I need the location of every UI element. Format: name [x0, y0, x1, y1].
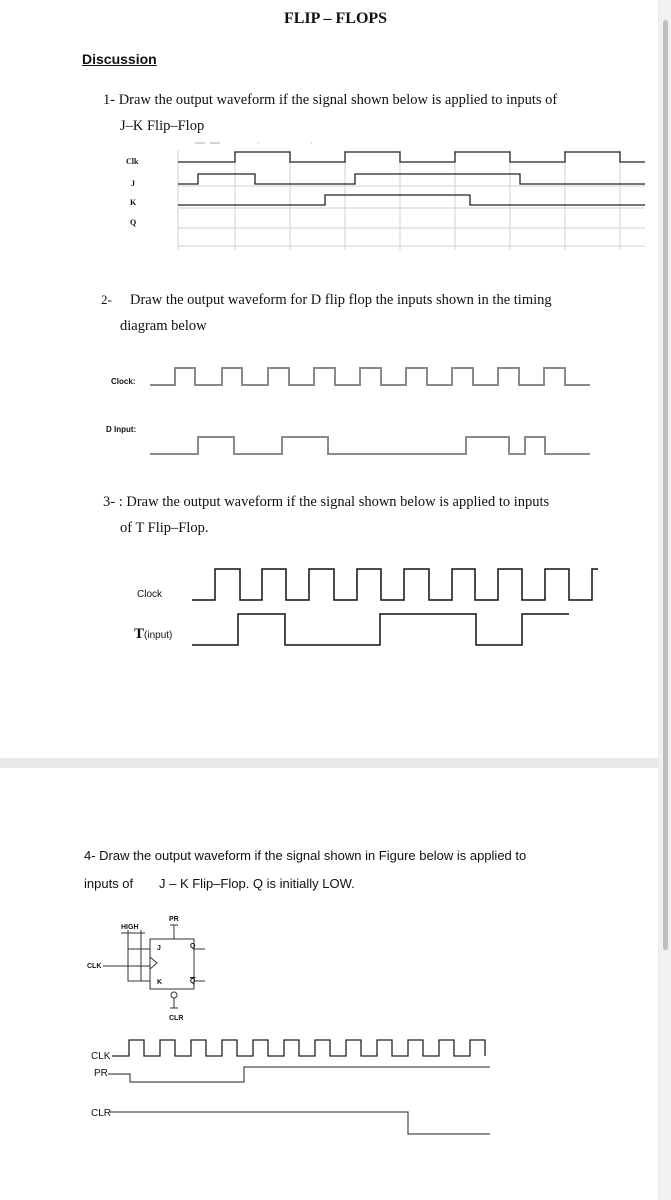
q2-clock-label: Clock:: [111, 377, 136, 386]
q4-clr-waveform: [110, 1112, 490, 1134]
q4-qbar-label: $\overline{Q}$: [190, 978, 196, 985]
q3-clock-waveform: [192, 569, 598, 600]
q3-clock-label: Clock: [137, 589, 163, 600]
q4-text-line1: 4- Draw the output waveform if the signal shown in Figure below is applied to: [84, 848, 527, 863]
q1-clk-label: Clk: [126, 157, 139, 166]
q4-timing-clr-label: CLR: [91, 1108, 112, 1119]
q4-pr-waveform: [108, 1067, 490, 1082]
q4-high-label: HIGH: [121, 924, 139, 931]
q4-q-label: Q: [190, 943, 196, 950]
q1-k-waveform: [178, 195, 645, 205]
q4-clr-label: CLR: [169, 1015, 184, 1022]
q3-t-main: T: [134, 626, 145, 642]
discussion-heading: Discussion: [82, 51, 157, 67]
q2-number: 2-: [101, 292, 112, 307]
q3-t-input-waveform: [192, 614, 569, 645]
q4-timing-pr-label: PR: [94, 1068, 108, 1079]
q1-q-label: Q: [130, 218, 137, 227]
q3-text-line1: 3- : Draw the output waveform if the signal shown below is applied to inputs: [103, 494, 550, 510]
q1-j-label: J: [131, 179, 135, 188]
q4-figure: [0, 768, 671, 1200]
q3-t-label: [134, 626, 172, 643]
q4-text-line2b: J – K Flip–Flop. Q is initially LOW.: [159, 876, 355, 891]
q3-t-sub: (input): [144, 630, 173, 641]
q1-k-label: K: [130, 198, 137, 207]
q4-text-line2a: inputs of: [84, 876, 134, 891]
q2-text-line2: diagram below: [120, 318, 207, 334]
page-title: FLIP – FLOPS: [283, 10, 388, 27]
document-page-2: [0, 768, 658, 1200]
q4-timing-clk-label: CLK: [91, 1051, 111, 1062]
q4-jk-flipflop-symbol: [103, 925, 205, 1008]
q4-circuit-clk-label: CLK: [87, 963, 102, 970]
q1-clk-waveform: [178, 152, 645, 162]
q1-grid: [178, 150, 645, 250]
q3-text-line2: of T Flip–Flop.: [120, 520, 209, 536]
q4-k-label: K: [157, 979, 163, 986]
q1-text-line2: J–K Flip–Flop: [120, 118, 205, 134]
q2-clock-waveform: [150, 368, 590, 385]
q2-text-line1: Draw the output waveform for D flip flop the inputs shown in the timing: [130, 292, 552, 308]
q4-j-label: J: [157, 945, 161, 952]
q1-j-waveform: [178, 174, 645, 184]
q4-pr-label: PR: [169, 916, 179, 923]
q2-d-input-label: D Input:: [106, 425, 137, 434]
q1-text-line1: 1- Draw the output waveform if the signal shown below is applied to inputs of: [103, 92, 558, 108]
q4-clk-waveform: [112, 1040, 485, 1056]
q2-d-input-waveform: [150, 437, 590, 454]
